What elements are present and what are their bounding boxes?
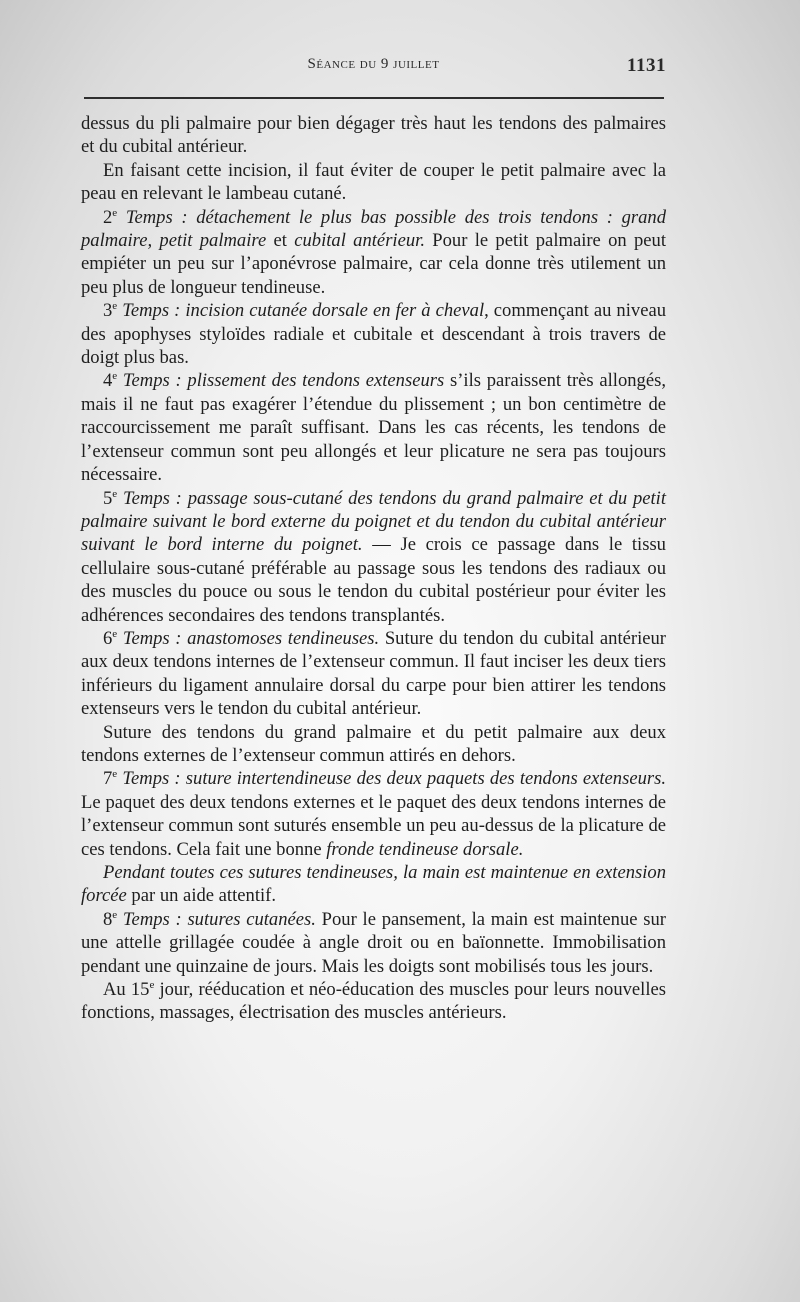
text-run: Le paquet des deux tendons externes et le paquet des deux tendons internes de l’extenseur commun sont suturés ensemble un peu au-dessus de la plicature de ces tendons. Cela fait une bonne — [81, 791, 666, 860]
paragraph — [81, 908, 666, 978]
italic-run: Temps : incision cutanée dorsale en fer à cheval — [117, 300, 485, 322]
italic-run: Pendant toutes ces sutures tendineuses, la main est maintenue en extension forcée — [81, 862, 666, 907]
paragraph — [81, 627, 666, 721]
body-text — [81, 112, 666, 1025]
ordinal-superscript: e — [112, 370, 118, 383]
ordinal-superscript: e — [112, 300, 118, 313]
italic-run: fronde tendineuse dorsale. — [326, 838, 524, 860]
running-title: Séance du 9 juillet — [307, 56, 440, 72]
text-run: Suture des tendons du grand palmaire et du petit palmaire aux deux tendons externes de l’extenseur commun attirés en dehors. — [81, 721, 666, 766]
paragraph — [81, 767, 666, 861]
page-number: 1131 — [627, 55, 666, 76]
text-run: Au 15 — [103, 979, 150, 1001]
ordinal-superscript: e — [112, 908, 118, 921]
italic-run: Temps : plissement des tendons extenseurs — [117, 370, 445, 392]
text-run: — Je crois ce passage dans le tissu cellulaire sous-cutané préférable au passage sous les tendons des radiaux ou des muscles du pouce ou sous le tendon du cubital postérieur pour éviter les adhérences secondaires des tendons transplantés. — [81, 534, 666, 626]
text-run: En faisant cette incision, il faut éviter de couper le petit palmaire avec la peau en relevant le lambeau cutané. — [81, 159, 666, 205]
italic-run: Temps : passage sous-cutané des tendons du grand palmaire et du petit palmaire suivant le bord externe du poignet et du tendon du cubital antérieur suivant le bord interne du poignet. — [81, 487, 666, 556]
paragraph — [81, 299, 666, 369]
text-run: 3 — [103, 300, 113, 322]
text-run: jour, rééducation et néo-éducation des muscles pour leurs nouvelles fonctions, massages, électrisation des muscles antérieurs. — [81, 979, 666, 1024]
text-run: et — [266, 230, 295, 252]
paragraph — [81, 112, 666, 159]
paragraph — [81, 487, 666, 627]
text-run: s’ils paraissent très allongés, mais il ne faut pas exagérer l’étendue du plissement ; un bon centimètre de raccourcissement me paraît suffisant. Dans les cas récents, les tendons de l’extenseur commun sont peu allongés et leur plicature ne sera pas toujours nécessaire. — [81, 370, 666, 486]
text-run: 7 — [103, 768, 113, 790]
italic-run: Temps : sutures cutanées. — [117, 908, 316, 930]
italic-run: cubital antérieur. — [294, 230, 425, 252]
text-run: Pour le pansement, la main est maintenue sur une attelle grillagée coudée à angle droit ou en baïonnette. Immobilisation pendant une quinzaine de jours. Mais les doigts sont mobilisés tous les jours. — [81, 908, 666, 977]
text-run: 8 — [103, 908, 113, 930]
text-run: , commençant au niveau des apophyses styloïdes radiale et cubitale et descendant à trois travers de doigt plus bas. — [81, 300, 666, 369]
paragraph — [81, 206, 666, 300]
paragraph — [81, 159, 666, 206]
ordinal-superscript: e — [112, 768, 118, 781]
header-rule — [84, 97, 664, 99]
ordinal-superscript: e — [112, 487, 118, 500]
ordinal-superscript: e — [149, 979, 155, 992]
paragraph — [81, 978, 666, 1025]
paragraph — [81, 721, 666, 768]
italic-run: Temps : anastomoses tendineuses. — [117, 627, 380, 649]
ordinal-superscript: e — [112, 206, 118, 219]
text-run: dessus du pli palmaire pour bien dégager très haut les tendons des palmaires et du cubital antérieur. — [81, 113, 666, 158]
paragraph — [81, 861, 666, 908]
text-run: 4 — [103, 370, 113, 392]
text-run: Pour le petit palmaire on peut empiéter un peu sur l’aponévrose palmaire, car cela donne très utilement un peu plus de longueur tendineuse. — [81, 230, 667, 298]
text-run: 2 — [103, 206, 113, 228]
text-run: Suture du tendon du cubital antérieur aux deux tendons internes de l’extenseur commun. Il faut inciser les deux tiers inférieurs du ligament annulaire dorsal du carpe pour bien attirer les tendons extenseurs vers le tendon du cubital antérieur. — [81, 627, 666, 720]
text-run: par un aide attentif. — [126, 885, 276, 907]
paragraph — [81, 369, 666, 486]
text-run: 6 — [103, 627, 113, 649]
running-header — [81, 56, 666, 80]
italic-run: Temps : suture intertendineuse des deux paquets des tendons extenseurs. — [117, 768, 666, 790]
italic-run: Temps : détachement le plus bas possible des trois tendons : grand palmaire, petit palmaire — [81, 206, 666, 252]
text-run: 5 — [103, 487, 113, 509]
ordinal-superscript: e — [112, 627, 118, 640]
